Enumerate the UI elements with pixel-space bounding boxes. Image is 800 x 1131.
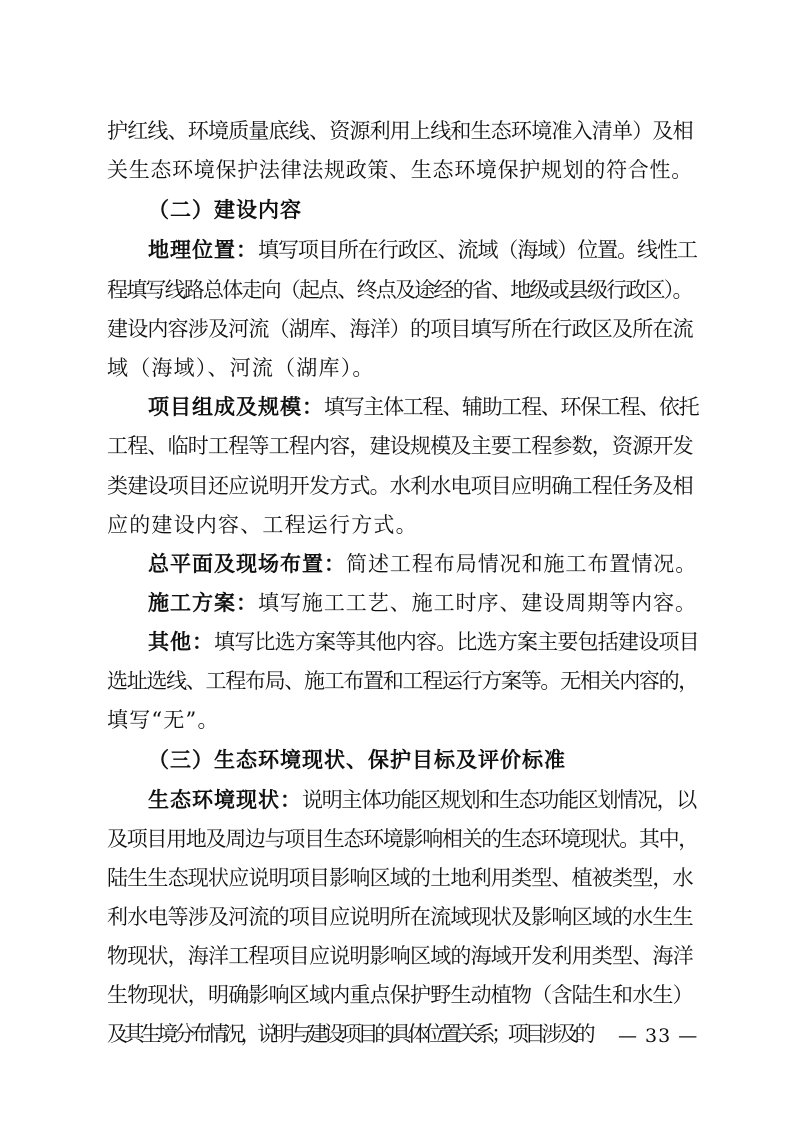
paragraph-label: 其他： — [148, 630, 214, 654]
paragraph-line — [107, 431, 697, 461]
paragraph-label: 施工方案： — [148, 591, 258, 615]
line-text: 填写比选方案等其他内容。比选方案主要包括建设项目 — [214, 630, 699, 654]
line-text: 程填写线路总体走向（起点、终点及途经的省、地级或县级行政区）。 — [107, 278, 692, 302]
paragraph-label: 生态环境现状： — [148, 788, 302, 812]
line-text: 域（海域）、河流（湖库）。 — [107, 356, 375, 380]
line-text: 关生态环境保护法律法规政策、生态环境保护规划的符合性。 — [107, 158, 693, 182]
paragraph-label: 地理位置： — [148, 238, 258, 262]
section-heading — [148, 745, 698, 775]
line-text: 及其生境分布情况，说明与建设项目的具体位置关系；项目涉及的 — [107, 1022, 592, 1046]
paragraph-line — [107, 510, 697, 540]
paragraph-line — [148, 588, 698, 618]
paragraph-line — [107, 824, 697, 854]
line-text: 说明主体功能区规划和生态功能区划情况，以 — [302, 788, 696, 812]
line-text: 建设内容涉及河流（湖库、海洋）的项目填写所在行政区及所在流 — [107, 317, 693, 341]
paragraph-line — [107, 980, 697, 1010]
line-text: 填写主体工程、辅助工程、环保工程、依托 — [324, 395, 699, 419]
line-text: 简述工程布局情况和施工布置情况。 — [346, 552, 698, 576]
paragraph-line — [148, 549, 698, 579]
paragraph-line — [107, 155, 697, 185]
line-text: 填写项目所在行政区、流域（海域）位置。线性工 — [258, 238, 697, 262]
paragraph-label: 项目组成及规模： — [148, 395, 324, 419]
line-text: 工程、临时工程等工程内容，建设规模及主要工程参数，资源开发 — [107, 434, 693, 458]
line-text: 陆生生态现状应说明项目影响区域的土地利用类型、植被类型，水 — [107, 866, 693, 890]
heading-text: （三）生态环境现状、保护目标及评价标准 — [148, 748, 566, 772]
paragraph-line — [107, 941, 697, 971]
paragraph-line — [107, 705, 697, 735]
paragraph-line — [107, 116, 697, 146]
paragraph-line — [107, 314, 697, 344]
line-text: 护红线、环境质量底线、资源利用上线和生态环境准入清单）及相 — [107, 119, 693, 143]
line-text: 填写施工工艺、施工时序、建设周期等内容。 — [258, 591, 697, 615]
paragraph-line — [107, 666, 697, 696]
line-text: 选址选线、工程布局、施工布置和工程运行方案等。无相关内容的， — [107, 669, 698, 693]
paragraph-line — [107, 275, 697, 305]
paragraph-line — [107, 863, 697, 893]
paragraph-line — [148, 785, 698, 815]
line-text: 物现状，海洋工程项目应说明影响区域的海域开发利用类型、海洋 — [107, 944, 693, 968]
line-text: 利水电等涉及河流的项目应说明所在流域现状及影响区域的水生生 — [107, 905, 693, 929]
paragraph-line — [148, 235, 698, 265]
paragraph-line — [148, 627, 698, 657]
paragraph-line — [148, 392, 698, 422]
heading-text: （二）建设内容 — [148, 198, 302, 222]
line-text: 及项目用地及周边与项目生态环境影响相关的生态环境现状。其中， — [107, 827, 698, 851]
page-number: — 33 — — [618, 1025, 699, 1047]
line-text: 生物现状，明确影响区域内重点保护野生动植物（含陆生和水生） — [107, 983, 693, 1007]
line-text: 类建设项目还应说明开发方式。水利水电项目应明确工程任务及相 — [107, 474, 693, 498]
paragraph-line — [107, 1019, 597, 1049]
line-text: 填写“无”。 — [107, 708, 220, 732]
paragraph-label: 总平面及现场布置： — [148, 552, 346, 576]
line-text: 应的建设内容、工程运行方式。 — [107, 513, 418, 537]
paragraph-line — [107, 471, 697, 501]
section-heading — [148, 195, 698, 225]
paragraph-line — [107, 902, 697, 932]
paragraph-line — [107, 353, 697, 383]
